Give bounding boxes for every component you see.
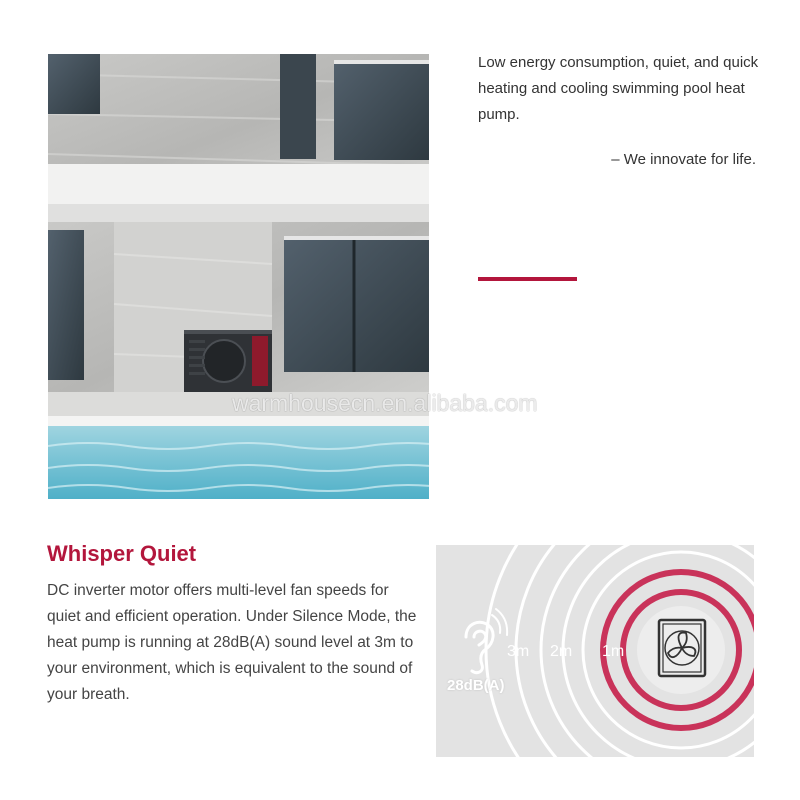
sound-diagram — [436, 545, 754, 757]
feature-title: Whisper Quiet — [47, 541, 197, 566]
signature: – We innovate for life. — [611, 151, 756, 168]
sound-level-label: 28dB(A) — [447, 677, 505, 694]
tagline: Low energy consumption, quiet, and quick heating and cooling swimming pool heat pump. — [478, 54, 759, 123]
distance-label-1m: 1m — [602, 643, 625, 660]
watermark: warmhousecn.en.alibaba.com — [232, 390, 538, 416]
distance-label-2m: 2m — [550, 643, 573, 660]
feature-description: DC inverter motor offers multi-level fan speeds for quiet and efficient operation. Under Silence Mode, the heat pump is running at 28dB(A) sound level at 3m to your environment, which is equivalent to the sound of your breath. — [47, 582, 417, 703]
distance-label-3m: 3m — [507, 643, 530, 660]
product-photo — [48, 54, 429, 499]
accent-divider — [478, 277, 577, 281]
